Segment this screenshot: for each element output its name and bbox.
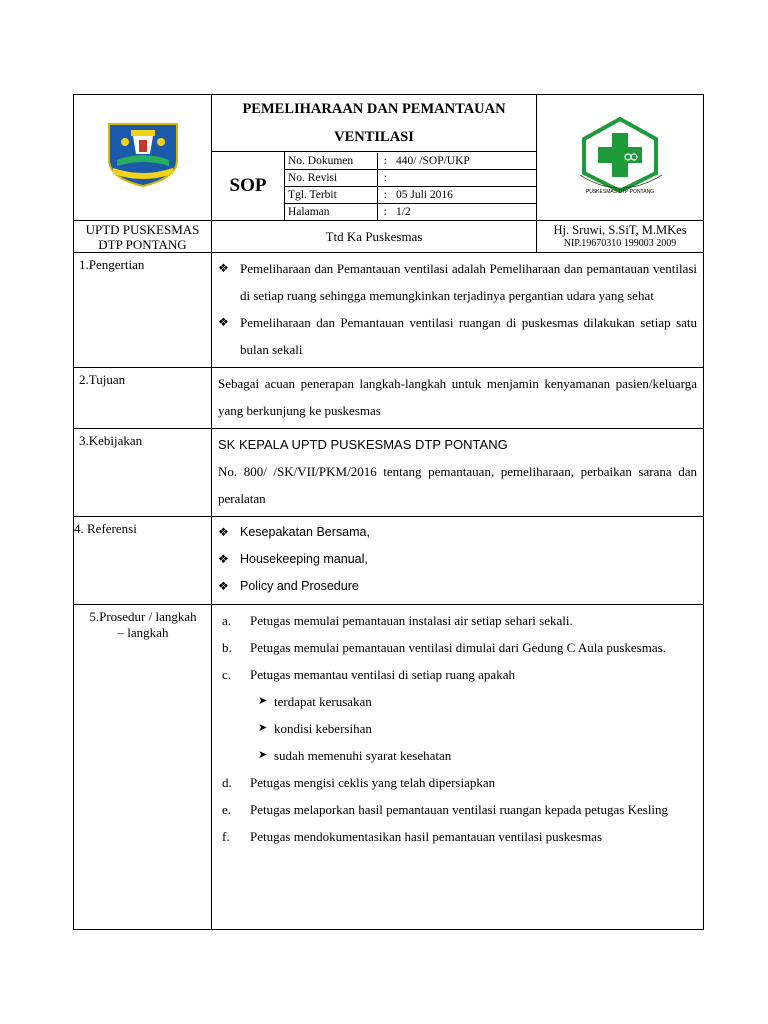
section-label: 1.Pengertian <box>74 253 212 368</box>
arrowhead-bullet-icon: ➤ <box>258 695 268 707</box>
section-referensi <box>74 517 704 605</box>
sub-item <box>218 688 697 715</box>
meta-row <box>285 169 536 186</box>
diamond-bullet-icon: ❖ <box>218 261 229 275</box>
list-item <box>218 309 697 363</box>
arrowhead-bullet-icon: ➤ <box>258 722 268 734</box>
section-label-line-1: 5.Prosedur / langkah <box>89 609 197 624</box>
section-pengertian <box>74 253 704 368</box>
step-text: Petugas melaporkan hasil pemantauan ventilasi ruangan kepada petugas Kesling <box>250 802 669 817</box>
meta-value: 1/2 <box>393 203 536 220</box>
institution-line-2: DTP PONTANG <box>98 236 187 252</box>
sop-table <box>73 94 704 930</box>
list-item-text: Policy and Prosedure <box>240 579 359 593</box>
sop-document <box>73 94 703 930</box>
title-line-1: PEMELIHARAAN DAN PEMANTAUAN <box>242 101 506 117</box>
section-tujuan <box>74 368 704 429</box>
list-item <box>218 519 697 546</box>
step-marker: c. <box>222 667 232 682</box>
sub-item-text: sudah memenuhi syarat kesehatan <box>274 748 452 763</box>
list-item <box>218 546 697 573</box>
list-item-text: Pemeliharaan dan Pemantauan ventilasi adalah Pemeliharaan dan pemantauan ventilasi di setiap ruang sehingga memungkinkan terjadinya pergantian udara yang sehat <box>240 261 698 303</box>
left-logo-cell <box>74 95 212 221</box>
document-meta-cell <box>285 152 537 221</box>
meta-row <box>285 186 536 203</box>
diamond-bullet-icon: ❖ <box>218 525 229 539</box>
list-item-text: Kesepakatan Bersama, <box>240 525 370 539</box>
step-text: Petugas memulai pemantauan instalasi air setiap sehari sekali. <box>250 613 573 628</box>
procedure-step <box>218 661 697 688</box>
diamond-bullet-icon: ❖ <box>218 315 229 329</box>
section-content <box>212 517 704 605</box>
section-content: Sebagai acuan penerapan langkah-langkah untuk menjamin kenyamanan pasien/keluarga yang berkunjung ke puskesmas <box>212 368 704 429</box>
title-line-2: VENTILASI <box>334 129 414 145</box>
step-marker: f. <box>222 829 230 844</box>
meta-separator: : <box>377 169 393 186</box>
list-item-text: Housekeeping manual, <box>240 552 368 566</box>
right-logo-cell <box>537 95 704 221</box>
section-label: 4. Referensi <box>74 517 212 605</box>
meta-label: Halaman <box>285 203 377 220</box>
meta-label: Tgl. Terbit <box>285 186 377 203</box>
step-marker: b. <box>222 640 232 655</box>
procedure-step <box>218 796 697 823</box>
section-prosedur <box>74 605 704 930</box>
document-meta-table <box>285 153 536 220</box>
list-item <box>218 255 697 309</box>
section-label: 3.Kebijakan <box>74 429 212 517</box>
section-kebijakan <box>74 429 704 517</box>
meta-row <box>285 203 536 220</box>
section-content <box>212 429 704 517</box>
signatory-nip: NIP.19670310 199003 2009 <box>563 237 677 249</box>
step-text: Petugas mendokumentasikan hasil pemantauan ventilasi puskesmas <box>250 829 603 844</box>
section-content <box>212 605 704 930</box>
regency-emblem-icon <box>103 120 183 190</box>
puskesmas-logo-icon <box>570 115 670 195</box>
arrowhead-bullet-icon: ➤ <box>258 749 268 761</box>
step-text: Petugas memulai pemantauan ventilasi dimulai dari Gedung C Aula puskesmas. <box>250 640 666 655</box>
document-title <box>212 95 537 152</box>
meta-separator: : <box>377 203 393 220</box>
signatory-cell <box>537 221 704 253</box>
section-label: 2.Tujuan <box>74 368 212 429</box>
meta-label: No. Dokumen <box>285 153 377 170</box>
diamond-bullet-icon: ❖ <box>218 552 229 566</box>
diamond-bullet-icon: ❖ <box>218 579 229 593</box>
step-marker: e. <box>222 802 232 817</box>
sub-item <box>218 742 697 769</box>
sop-label: SOP <box>212 152 285 221</box>
institution-cell <box>74 221 212 253</box>
procedure-step <box>218 769 697 796</box>
step-text: Petugas mengisi ceklis yang telah dipersiapkan <box>250 775 496 790</box>
step-marker: d. <box>222 775 232 790</box>
meta-separator: : <box>377 186 393 203</box>
list-item-text: Pemeliharaan dan Pemantauan ventilasi ruangan di puskesmas dilakukan setiap satu bulan sekali <box>240 315 698 357</box>
policy-text: No. 800/ /SK/VII/PKM/2016 tentang pemantauan, pemeliharaan, perbaikan sarana dan peralatan <box>218 464 698 506</box>
meta-separator: : <box>377 153 393 170</box>
institution-line-1: UPTD PUSKESMAS <box>85 221 200 237</box>
signatory-name: Hj. Sruwi, S.SiT, M.MKes <box>553 222 687 237</box>
meta-value: 05 Juli 2016 <box>393 186 536 203</box>
puskesmas-logo-caption: PUSKESMAS DTP PONTANG <box>585 189 655 195</box>
sub-item-text: terdapat kerusakan <box>274 694 372 709</box>
procedure-step <box>218 823 697 850</box>
signature-label: Ttd Ka Puskesmas <box>212 221 537 253</box>
step-text: Petugas memantau ventilasi di setiap ruang apakah <box>250 667 515 682</box>
procedure-step <box>218 634 697 661</box>
sub-item-text: kondisi kebersihan <box>274 721 372 736</box>
section-content <box>212 253 704 368</box>
list-item <box>218 573 697 600</box>
step-marker: a. <box>222 613 232 628</box>
section-label-line-2: – langkah <box>117 625 169 640</box>
section-label <box>74 605 212 930</box>
meta-value <box>393 169 536 186</box>
policy-title: SK KEPALA UPTD PUSKESMAS DTP PONTANG <box>218 437 508 452</box>
meta-value: 440/ /SOP/UKP <box>393 153 536 170</box>
procedure-step <box>218 607 697 634</box>
sub-item <box>218 715 697 742</box>
meta-row <box>285 153 536 170</box>
meta-label: No. Revisi <box>285 169 377 186</box>
